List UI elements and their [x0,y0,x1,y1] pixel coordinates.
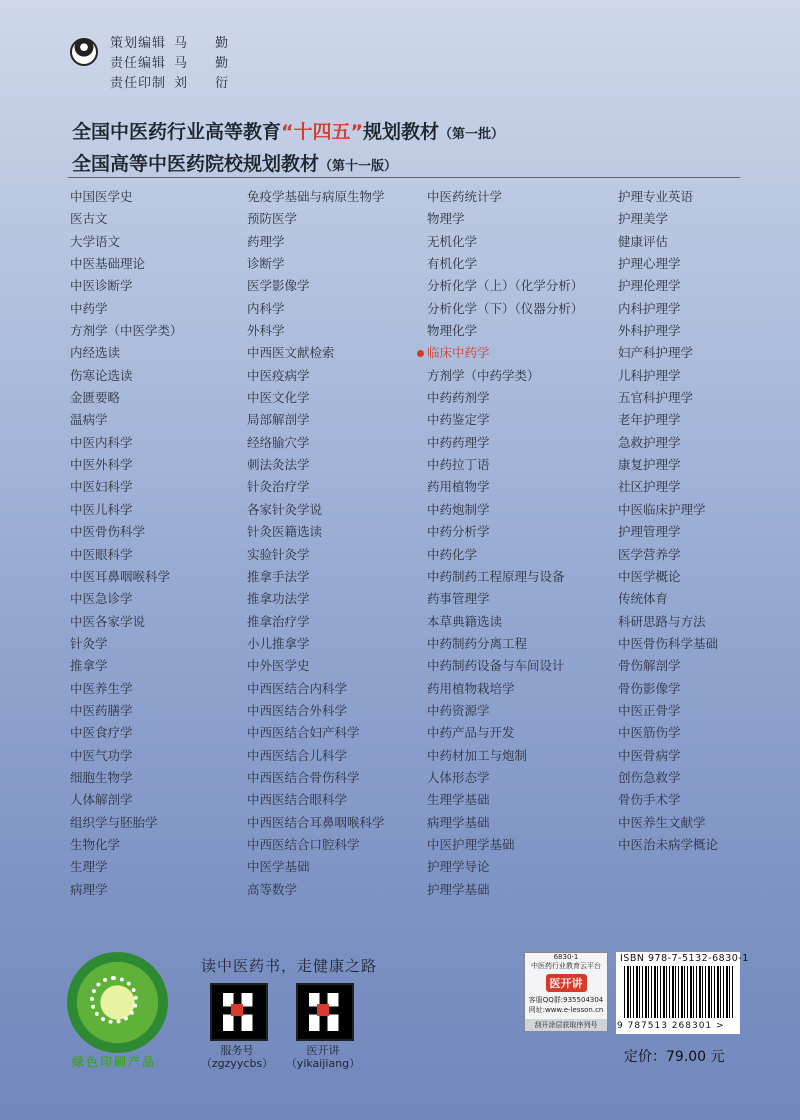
editor-role: 责任印制 [110,76,167,91]
book-title: 温病学 [70,412,108,428]
editor-line [110,74,240,94]
book-title: 生理学 [70,859,108,875]
book-title: 五官科护理学 [618,390,694,406]
book-title: 医学影像学 [247,278,310,294]
book-title: 推拿学 [70,658,108,674]
book-title: 护理学导论 [427,859,490,875]
sticker-code: 6830-1 [553,953,579,961]
book-title: 中医学概论 [618,568,681,584]
book-title: 医古文 [70,211,108,227]
book-title: 医学营养学 [618,546,681,562]
book-title-highlighted: 临床中药学 [427,342,583,364]
book-column-3 [427,186,583,901]
book-title: 中外医学史 [247,658,310,674]
book-title: 护理学基础 [427,881,490,897]
qr-id: （zgzyycbs） [200,1057,274,1070]
book-title: 社区护理学 [618,479,681,495]
book-title: 中西医文献检索 [247,345,335,361]
book-title: 中医各家学说 [70,613,146,629]
book-title: 刺法灸法学 [247,457,310,473]
book-title: 中医骨伤科学 [70,524,146,540]
divider [68,177,740,178]
book-title: 中医外科学 [70,457,133,473]
book-title: 中药制药设备与车间设计 [427,658,565,674]
book-title: 方剂学（中医学类） [70,323,183,339]
book-title: 中医妇科学 [70,479,133,495]
series-title-text: 规划教材 [363,121,440,143]
book-title: 中药鉴定学 [427,412,490,428]
book-title: 针灸医籍选读 [247,524,323,540]
book-title: 中医文化学 [247,390,310,406]
book-title: 中药药剂学 [427,390,490,406]
book-title: 无机化学 [427,233,478,249]
book-title: 中医眼科学 [70,546,133,562]
book-title: 急救护理学 [618,434,681,450]
sticker-line: 网址:www.e-lesson.cn [528,1006,604,1014]
book-title: 中医耳鼻咽喉科学 [70,568,171,584]
editor-line [110,34,240,54]
book-title: 中药学 [70,300,108,316]
book-title: 药用植物学 [427,479,490,495]
editor-line [110,54,240,74]
book-title: 中医药膳学 [70,702,133,718]
book-title: 内科护理学 [618,300,681,316]
book-title: 儿科护理学 [618,367,681,383]
book-title: 中医护理学基础 [427,836,515,852]
book-title: 有机化学 [427,256,478,272]
isbn-text: ISBN 978-7-5132-6830-1 [620,953,749,964]
book-column-1 [70,186,183,901]
barcode-icon [624,966,734,1018]
book-title: 中西医结合耳鼻咽喉科学 [247,814,385,830]
book-title: 针灸学 [70,635,108,651]
book-title: 组织学与胚胎学 [70,814,158,830]
qr-caption [278,1044,368,1070]
book-title: 药事管理学 [427,591,490,607]
book-title: 中医基础理论 [70,256,146,272]
book-title: 药理学 [247,233,285,249]
book-title: 中药材加工与炮制 [427,747,528,763]
book-title: 中医诊断学 [70,278,133,294]
qr-title: 医开讲 [306,1044,340,1057]
book-title: 中西医结合内科学 [247,680,348,696]
book-title: 中医疫病学 [247,367,310,383]
book-title: 局部解剖学 [247,412,310,428]
book-title: 中医学基础 [247,859,310,875]
book-title: 中西医结合骨伤科学 [247,769,360,785]
book-title: 护理心理学 [618,256,681,272]
book-title: 中西医结合眼科学 [247,792,348,808]
book-title: 中药产品与开发 [427,725,515,741]
book-title: 外科护理学 [618,323,681,339]
book-title: 护理管理学 [618,524,681,540]
book-title: 中药炮制学 [427,501,490,517]
book-title: 高等数学 [247,881,298,897]
book-title: 中西医结合妇产科学 [247,725,360,741]
series-highlight: “十四五” [281,121,363,143]
slogan: 读中医药书，走健康之路 [201,957,378,975]
book-title: 诊断学 [247,256,285,272]
book-title: 康复护理学 [618,457,681,473]
book-title: 中医治未病学概论 [618,836,719,852]
editor-role: 责任编辑 [110,56,167,71]
book-title: 中医筋伤学 [618,725,681,741]
book-title: 经络腧穴学 [247,434,310,450]
book-title: 细胞生物学 [70,769,133,785]
book-title: 中医养生学 [70,680,133,696]
book-title: 中医骨伤科学基础 [618,635,719,651]
series-note: （第一批） [439,127,505,142]
sticker-line: 中医药行业教育云平台 [531,962,601,970]
book-title: 中医养生文献学 [618,814,706,830]
series-title-text: 全国中医药行业高等教育 [72,121,282,143]
book-title: 中医食疗学 [70,725,133,741]
book-title: 金匮要略 [70,390,121,406]
book-title: 骨伤影像学 [618,680,681,696]
book-title: 物理学 [427,211,465,227]
book-title: 内科学 [247,300,285,316]
publisher-logo-icon [70,38,98,66]
book-title: 推拿治疗学 [247,613,310,629]
badge-ring-icon [90,976,138,1024]
editor-name: 马 勤 [174,36,241,51]
barcode-digits: 9 787513 268301 > [617,1021,725,1031]
book-title: 传统体育 [618,591,669,607]
book-title: 中西医结合口腔科学 [247,836,360,852]
book-title: 中药化学 [427,546,478,562]
book-title: 物理化学 [427,323,478,339]
book-title: 中西医结合儿科学 [247,747,348,763]
sticker-footer: 刮开涂层获取序列号 [525,1019,607,1031]
series-note: （第十一版） [319,159,398,174]
book-column-2 [247,186,385,901]
book-title: 推拿手法学 [247,568,310,584]
book-title: 各家针灸学说 [247,501,323,517]
book-title: 中医临床护理学 [618,501,706,517]
book-title: 科研思路与方法 [618,613,706,629]
book-column-4 [618,186,718,856]
book-title: 护理美学 [618,211,669,227]
book-title: 中医药统计学 [427,189,503,204]
book-title: 分析化学（上）（化学分析） [427,278,584,294]
book-title: 人体形态学 [427,769,490,785]
green-print-label: 绿色印刷产品 [72,1055,157,1069]
qr-title: 服务号 [220,1044,254,1057]
book-title: 中国医学史 [70,189,133,204]
qr-logo-icon [231,1004,243,1016]
book-title: 人体解剖学 [70,792,133,808]
book-title: 分析化学（下）（仪器分析） [427,300,584,316]
sticker-line: 客服QQ群:935504304 [528,996,604,1004]
book-title: 中医气功学 [70,747,133,763]
editor-name: 刘 衍 [174,76,241,91]
book-title: 病理学 [70,881,108,897]
book-title: 中药制药分离工程 [427,635,528,651]
book-title: 骨伤手术学 [618,792,681,808]
book-title: 免疫学基础与病原生物学 [247,189,385,204]
series-title-1 [72,117,504,144]
editor-role: 策划编辑 [110,36,167,51]
book-title: 小儿推拿学 [247,635,310,651]
scratch-sticker[interactable] [524,952,608,1032]
book-title: 中医内科学 [70,434,133,450]
book-title: 妇产科护理学 [618,345,694,361]
qr-id: （yikaijiang） [285,1057,361,1070]
book-title: 护理伦理学 [618,278,681,294]
book-title: 预防医学 [247,211,298,227]
price: 定价：79.00 元 [624,1049,725,1065]
book-title: 健康评估 [618,233,669,249]
book-title: 中西医结合外科学 [247,702,348,718]
book-title: 外科学 [247,323,285,339]
book-title: 生物化学 [70,836,121,852]
book-title: 推拿功法学 [247,591,310,607]
editor-name: 马 勤 [174,56,241,71]
book-title: 伤寒论选读 [70,367,133,383]
book-title: 中医儿科学 [70,501,133,517]
series-title-text: 全国高等中医药院校规划教材 [72,153,320,175]
book-title: 中药拉丁语 [427,457,490,473]
book-title: 中医骨病学 [618,747,681,763]
book-title: 骨伤解剖学 [618,658,681,674]
book-title: 中医急诊学 [70,591,133,607]
sticker-brand: 医开讲 [546,974,587,992]
book-title: 本草典籍选读 [427,613,503,629]
book-title: 中药分析学 [427,524,490,540]
series-title-2 [72,149,397,176]
book-title: 药用植物栽培学 [427,680,515,696]
book-title: 中医正骨学 [618,702,681,718]
book-title: 内经选读 [70,345,121,361]
qr-caption [192,1044,282,1070]
book-title: 方剂学（中药学类） [427,367,540,383]
book-title: 实验针灸学 [247,546,310,562]
book-title: 针灸治疗学 [247,479,310,495]
book-title: 生理学基础 [427,792,490,808]
book-title: 中药药理学 [427,434,490,450]
qr-logo-icon [317,1004,329,1016]
book-title: 创伤急救学 [618,769,681,785]
book-title: 中药资源学 [427,702,490,718]
book-title: 大学语文 [70,233,121,249]
book-title: 中药制药工程原理与设备 [427,568,565,584]
book-title: 护理专业英语 [618,189,694,204]
editor-credits [110,34,240,94]
book-title: 病理学基础 [427,814,490,830]
book-title: 老年护理学 [618,412,681,428]
